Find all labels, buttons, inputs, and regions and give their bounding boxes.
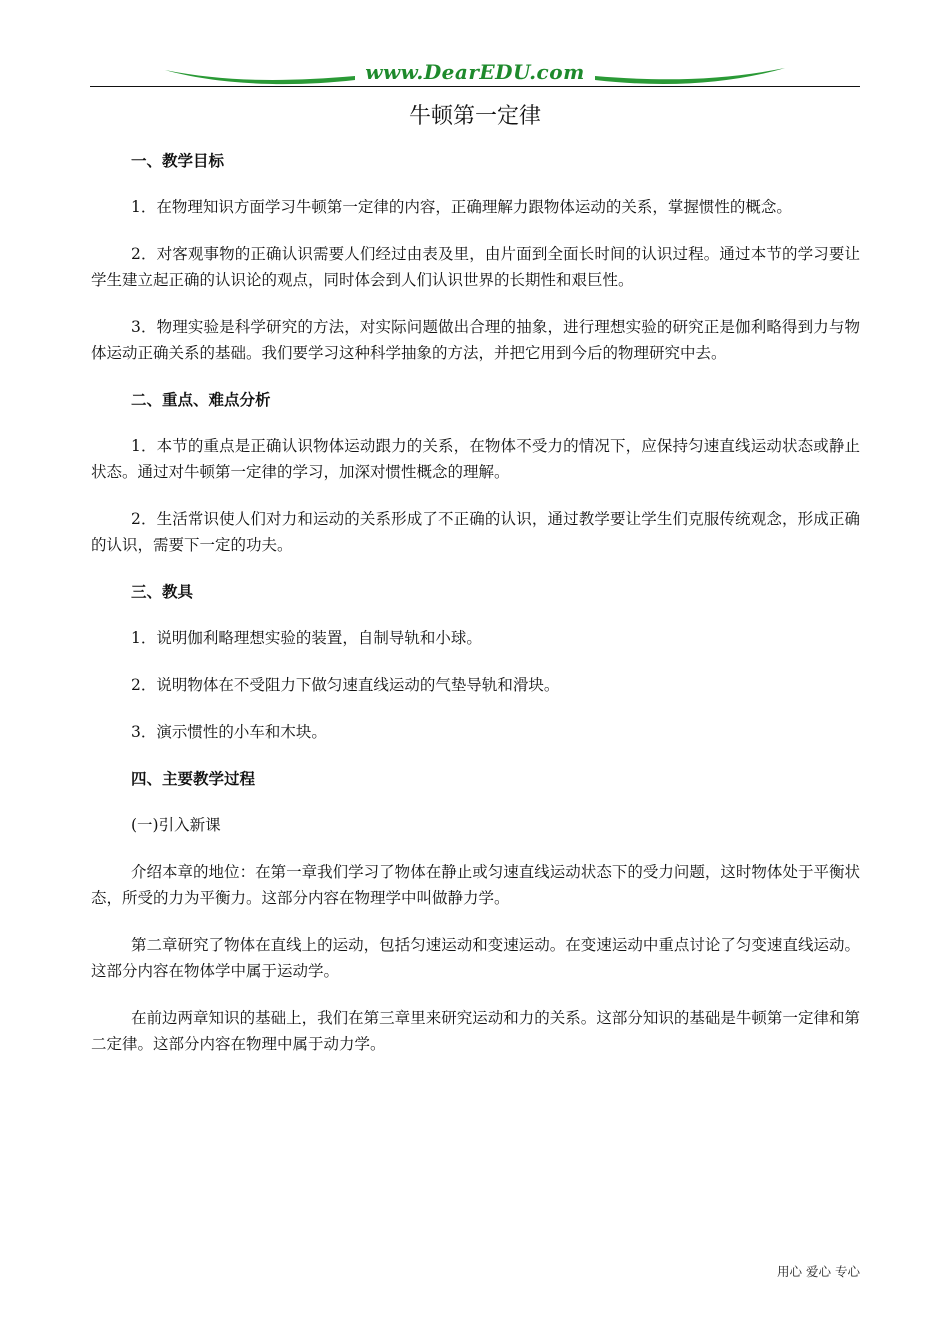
section-heading: 三、教具: [131, 583, 194, 601]
section-teaching-goals: [91, 148, 860, 366]
document-title: 牛顿第一定律: [408, 104, 541, 129]
paragraph: 在前边两章知识的基础上，我们在第三章里来研究运动和力的关系。这部分知识的基础是牛顿第一定律和第二定律。这部分内容在物理中属于动力学。: [91, 1009, 860, 1053]
subheading: (一)引入新课: [131, 816, 221, 834]
paragraph: 1．说明伽利略理想实验的装置，自制导轨和小球。: [131, 629, 482, 647]
paragraph: 2．生活常识使人们对力和运动的关系形成了不正确的认识，通过教学要让学生们克服传统观念，形成正确的认识，需要下一定的功夫。: [91, 510, 860, 554]
paragraph: 第二章研究了物体在直线上的运动，包括匀速运动和变速运动。在变速运动中重点讨论了匀变速直线运动。这部分内容在物体学中属于运动学。: [91, 936, 860, 980]
section-key-points: [91, 387, 860, 558]
section-heading: 一、教学目标: [131, 152, 225, 170]
paragraph: 1．本节的重点是正确认识物体运动跟力的关系，在物体不受力的情况下，应保持匀速直线运动状态或静止状态。通过对牛顿第一定律的学习，加深对惯性概念的理解。: [91, 437, 860, 481]
footer-motto: 用心 爱心 专心: [777, 1264, 860, 1279]
section-heading: 二、重点、难点分析: [131, 391, 271, 409]
paragraph: 介绍本章的地位：在第一章我们学习了物体在静止或匀速直线运动状态下的受力问题，这时物体处于平衡状态，所受的力为平衡力。这部分内容在物理学中叫做静力学。: [91, 863, 860, 907]
site-url-logo: www.DearEDU.com: [365, 60, 585, 84]
paragraph: 1．在物理知识方面学习牛顿第一定律的内容，正确理解力跟物体运动的关系，掌握惯性的概念。: [131, 198, 792, 216]
header-divider: [90, 86, 860, 87]
paragraph: 3．物理实验是科学研究的方法，对实际问题做出合理的抽象，进行理想实验的研究正是伽利略得到力与物体运动正确关系的基础。我们要学习这种科学抽象的方法，并把它用到今后的物理研究中去。: [91, 318, 860, 362]
document-body: [91, 148, 860, 1078]
section-teaching-process: [91, 766, 860, 1057]
paragraph: 2．说明物体在不受阻力下做匀速直线运动的气垫导轨和滑块。: [131, 676, 560, 694]
paragraph: 2．对客观事物的正确认识需要人们经过由表及里，由片面到全面长时间的认识过程。通过本节的学习要让学生建立起正确的认识论的观点，同时体会到人们认识世界的长期性和艰巨性。: [91, 245, 860, 289]
section-teaching-aids: [91, 579, 860, 745]
paragraph: 3．演示惯性的小车和木块。: [131, 723, 327, 741]
section-heading: 四、主要教学过程: [131, 770, 256, 788]
